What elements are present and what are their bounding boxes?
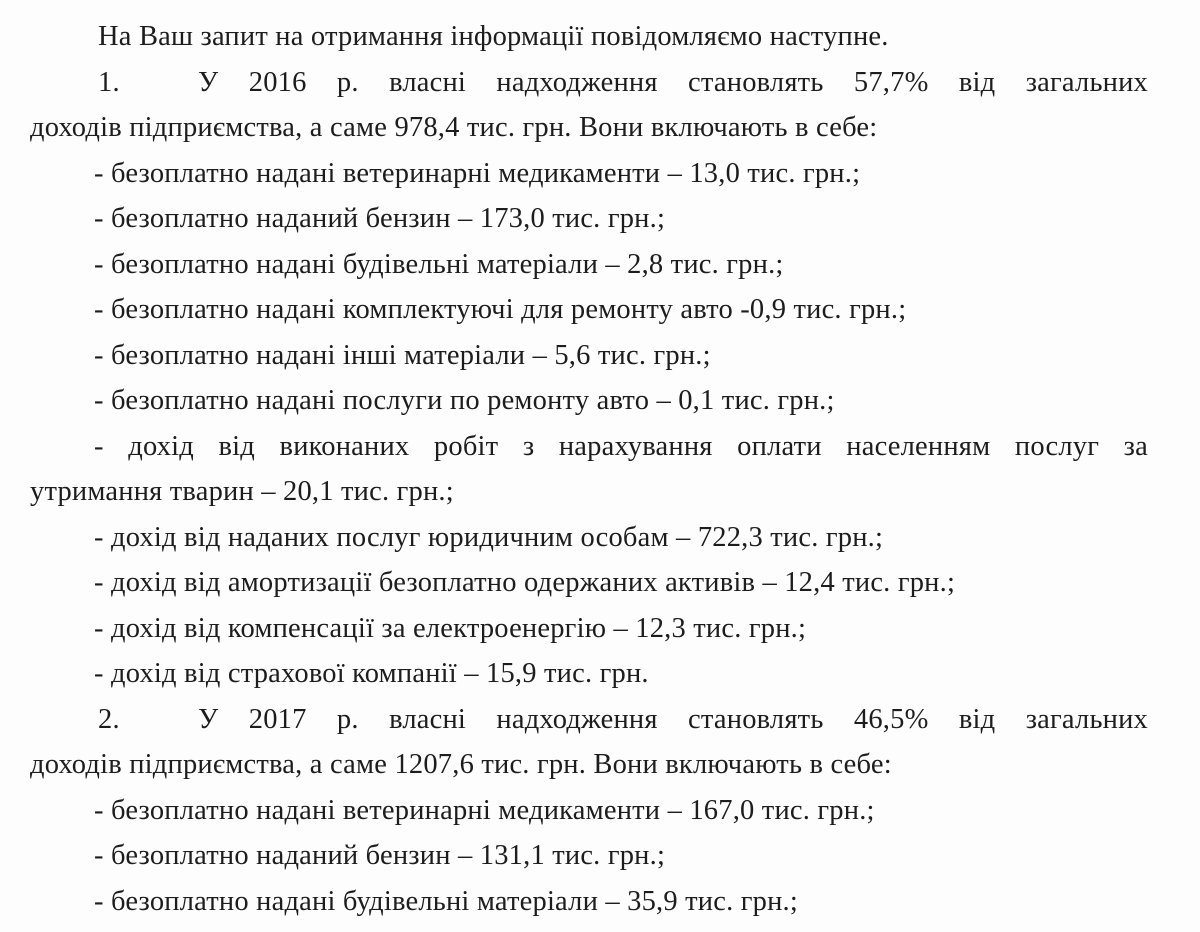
- section-2-item: - безоплатно надані ветеринарні медикаменти – 167,0 тис. грн.;: [94, 794, 875, 826]
- section-1-item: - безоплатно надані інші матеріали – 5,6 тис. грн.;: [94, 339, 711, 371]
- section-1-wrapped-item-line-1: - дохід від виконаних робіт з нарахування оплати населенням послуг за: [94, 430, 1148, 462]
- section-2-number: 2.: [98, 703, 120, 735]
- section-1-item: - дохід від амортизації безоплатно одержаних активів – 12,4 тис. грн.;: [94, 567, 956, 598]
- section-1-line-2: доходів підприємства, а саме 978,4 тис. грн. Вони включають в себе:: [30, 112, 878, 143]
- section-1-item: - безоплатно надані будівельні матеріали – 2,8 тис. грн.;: [94, 248, 784, 280]
- section-1-item: - безоплатно надані послуги по ремонту авто – 0,1 тис. грн.;: [94, 385, 835, 416]
- section-1-item: - дохід від страхової компанії – 15,9 тис. грн.: [94, 658, 649, 689]
- intro-line: На Ваш запит на отримання інформації повідомляємо наступне.: [98, 21, 889, 52]
- letter-body: [30, 14, 1148, 924]
- section-1-item: - безоплатно надані комплектуючі для ремонту авто -0,9 тис. грн.;: [94, 294, 907, 325]
- section-1-heading-line: [30, 60, 1148, 106]
- section-1-number: 1.: [98, 66, 120, 98]
- section-2-item: - безоплатно наданий бензин – 131,1 тис. грн.;: [94, 840, 666, 871]
- section-1-item: - дохід від компенсації за електроенергію – 12,3 тис. грн.;: [94, 612, 807, 644]
- section-2-item: - безоплатно надані будівельні матеріали – 35,9 тис. грн.;: [94, 885, 798, 917]
- section-1-item: - безоплатно надані ветеринарні медикаменти – 13,0 тис. грн.;: [94, 157, 861, 189]
- section-1-item: - безоплатно наданий бензин – 173,0 тис. грн.;: [94, 203, 666, 234]
- section-1-wrapped-item-line-2: утримання тварин – 20,1 тис. грн.;: [30, 476, 454, 507]
- section-1-line-1: У 2016 р. власні надходження становлять 57,7% від загальних: [198, 66, 1148, 98]
- section-2-line-1: У 2017 р. власні надходження становлять 46,5% від загальних: [198, 703, 1148, 735]
- section-1-item: - дохід від наданих послуг юридичним особам – 722,3 тис. грн.;: [94, 521, 884, 553]
- section-2-heading-line: [30, 697, 1148, 743]
- section-2-line-2: доходів підприємства, а саме 1207,6 тис. грн. Вони включають в себе:: [30, 749, 892, 780]
